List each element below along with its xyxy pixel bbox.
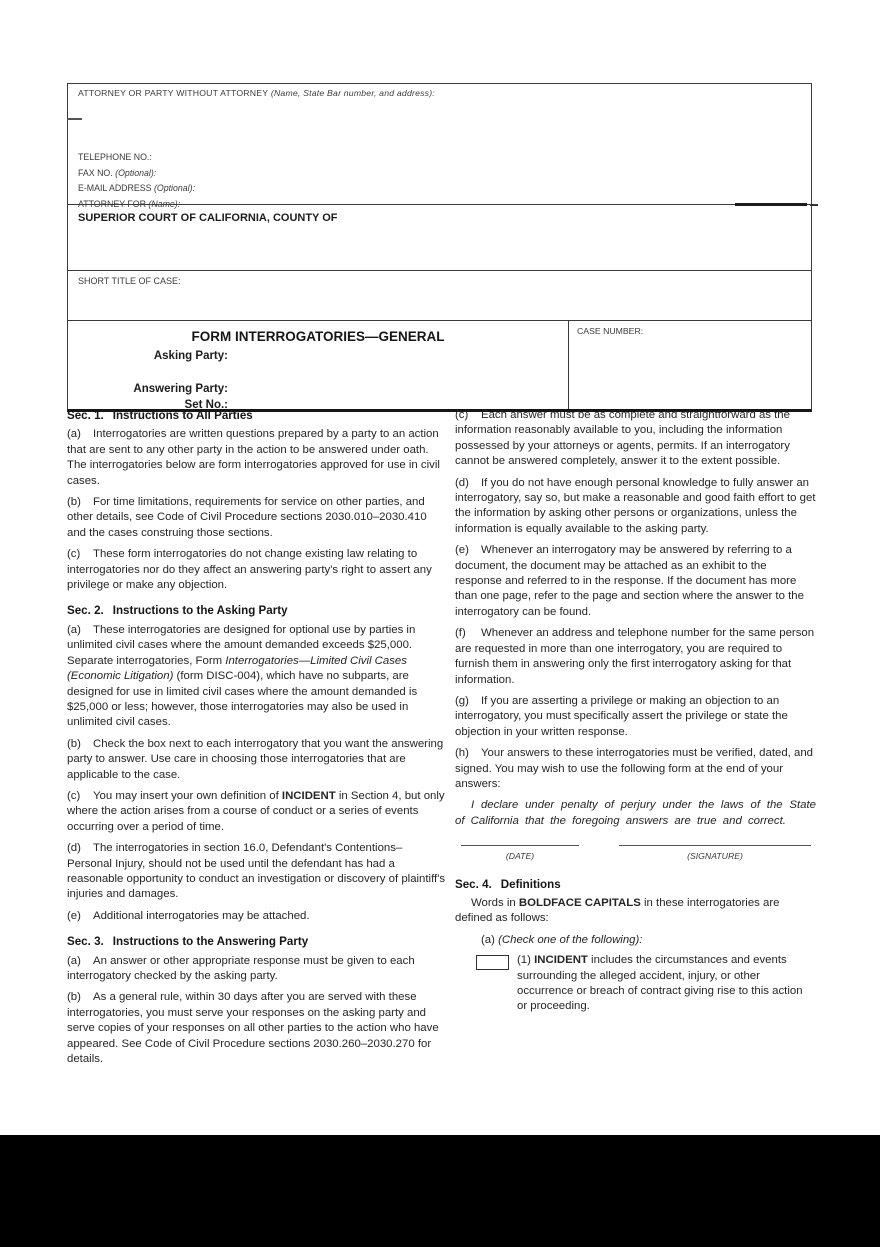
para-label: (a) xyxy=(67,954,81,967)
court-box xyxy=(68,212,811,271)
para-sec3-a xyxy=(67,954,446,985)
date-label: (DATE) xyxy=(505,851,535,862)
para-label: (c) xyxy=(67,789,81,802)
para-label: (c) xyxy=(67,548,81,561)
perjury-declaration: I declare under penalty of perjury under the laws of the State of California that the foregoing answers are true and correct. xyxy=(455,799,816,827)
short-title-input-area[interactable] xyxy=(218,280,798,316)
section-number: Sec. 1. xyxy=(67,409,104,422)
attorney-for-label: ATTORNEY FOR xyxy=(78,198,146,209)
para-sec2-a xyxy=(67,623,446,731)
para-text: If you do not have enough personal knowledge to fully answer an interrogatory, say so, but make a reasonable and good faith effort to get the information by asking other persons or organizations, unless the information is equally available to the asking party. xyxy=(455,476,816,535)
para-text: An answer or other appropriate response must be given to each interrogatory checked by the asking party. xyxy=(67,954,415,982)
check-one-instruction: (Check one of the following): xyxy=(498,933,643,946)
para-text: These form interrogatories do not change existing law relating to interrogatories nor do they affect an answering party's right to assert any privilege or make any objection. xyxy=(67,548,432,592)
para-text: As a general rule, within 30 days after you are served with these interrogatories, you must serve your responses on the asking party and serve copies of your responses on all other parties to the action who have appeared. See Code of Civil Procedure sections 2030.260–2030.270 for details. xyxy=(67,991,439,1066)
court-label: SUPERIOR COURT OF CALIFORNIA, COUNTY OF xyxy=(78,212,338,224)
para-sec2-e xyxy=(67,909,446,924)
email-field xyxy=(78,181,195,197)
fax-field xyxy=(78,166,195,182)
para-label: (a) xyxy=(67,428,81,441)
para-sec1-b xyxy=(67,495,446,541)
section-number: Sec. 4. xyxy=(455,877,492,891)
section-1-heading xyxy=(67,408,446,423)
scan-artifact xyxy=(810,204,818,206)
right-column xyxy=(455,408,816,1015)
para-text-bold: BOLDFACE CAPITALS xyxy=(518,896,641,909)
para-label: (d) xyxy=(455,476,469,489)
attorney-contact-fields xyxy=(78,150,195,212)
attorney-info-input-area[interactable] xyxy=(78,102,798,146)
section-4-heading xyxy=(455,877,816,892)
section-title: Instructions to the Answering Party xyxy=(112,935,309,949)
scan-artifact xyxy=(67,118,82,120)
answering-party-label: Answering Party: xyxy=(133,383,228,395)
para-label: (b) xyxy=(67,991,81,1004)
para-text-bold: INCIDENT xyxy=(281,789,336,802)
section-title: Definitions xyxy=(500,877,561,891)
para-label: (g) xyxy=(455,694,469,707)
para-sec2-b xyxy=(67,737,446,783)
para-label: (c) xyxy=(455,409,469,421)
section-number: Sec. 2. xyxy=(67,604,104,618)
section-title: Instructions to the Asking Party xyxy=(112,604,288,618)
form-caption-block xyxy=(67,83,812,412)
para-label: (h) xyxy=(455,747,469,760)
attorney-box-label xyxy=(78,88,435,98)
email-optional-label: (Optional): xyxy=(151,183,196,194)
item-number: (1) xyxy=(517,954,535,967)
para-text: Additional interrogatories may be attached. xyxy=(93,909,310,922)
para-sec2-c xyxy=(67,789,446,835)
para-label: (a) xyxy=(481,933,499,946)
para-sec3-h xyxy=(455,746,816,792)
case-number-input-area[interactable] xyxy=(577,339,802,399)
left-column xyxy=(67,408,446,1073)
signature-row xyxy=(455,845,816,864)
signature-line[interactable] xyxy=(619,845,811,864)
attorney-for-paren: (Name): xyxy=(145,198,181,209)
para-text: Words in xyxy=(471,896,519,909)
para-text: (form DISC-004), which have no subparts, are designed for use in limited civil cases where the amount demanded is $25,000 or less; however, those interrogatories may also be used in unlimited civil cases. xyxy=(67,670,418,729)
para-sec1-a xyxy=(67,427,446,489)
title-row xyxy=(68,321,811,409)
para-text: in these interrogatories are defined as follows: xyxy=(455,896,780,925)
para-label: (d) xyxy=(67,842,81,855)
para-label: (e) xyxy=(455,544,469,557)
signature-label: (SIGNATURE) xyxy=(687,851,743,862)
para-text: Your answers to these interrogatories must be verified, dated, and signed. You may wish to use the following form at the end of your answers: xyxy=(455,747,813,790)
sec4-a-line xyxy=(481,933,816,948)
incident-definition-text xyxy=(517,953,809,1015)
para-text: For time limitations, requirements for service on other parties, and other details, see Code of Civil Procedure sections 2030.010–2030.410 and the cases construing those sections. xyxy=(67,496,427,539)
set-no-label: Set No.: xyxy=(184,399,228,411)
para-sec3-g xyxy=(455,694,816,740)
para-text: Interrogatories are written questions prepared by a party to an action that are sent to any other party in the action to be answered under oath. The interrogatories below are form interrogatories approved for use in civil cases. xyxy=(67,428,440,487)
section-2-heading xyxy=(67,603,446,618)
para-sec3-e xyxy=(455,543,816,620)
short-title-box xyxy=(68,276,811,321)
para-text: Check the box next to each interrogatory that you want the answering party to answer. Use care in choosing those interrogatories that are applicable to the case. xyxy=(67,737,444,781)
email-label: E-MAIL ADDRESS xyxy=(78,183,152,194)
para-sec3-b xyxy=(67,990,446,1067)
case-number-label: CASE NUMBER: xyxy=(577,326,644,336)
incident-checkbox[interactable] xyxy=(476,955,509,970)
para-label: (e) xyxy=(67,909,81,922)
date-line[interactable] xyxy=(461,845,579,864)
para-label: (a) xyxy=(67,623,81,636)
para-sec3-f xyxy=(455,626,816,688)
para-sec3-d xyxy=(455,476,816,538)
section-title: Instructions to All Parties xyxy=(112,409,253,422)
attorney-label-paren: (Name, State Bar number, and address): xyxy=(268,88,435,98)
para-label: (f) xyxy=(455,627,466,640)
case-number-box xyxy=(568,321,811,409)
para-label: (b) xyxy=(67,737,81,750)
para-text: You may insert your own definition of xyxy=(93,789,282,802)
para-text: If you are asserting a privilege or making an objection to an interrogatory, you must specifically assert the privilege or state the objection in your written response. xyxy=(455,694,788,738)
para-sec3-c xyxy=(455,408,816,470)
para-sec1-c xyxy=(67,547,446,593)
court-county-input-area[interactable] xyxy=(78,238,798,266)
para-text: Whenever an interrogatory may be answered by referring to a document, the document may be attached as an exhibit to the response and referred to in the response. If the document has more than one page, refer to the page and section where the answer to the interrogatory can be found. xyxy=(455,544,804,618)
scan-artifact xyxy=(735,203,807,206)
answering-party-input-area[interactable] xyxy=(238,381,558,397)
para-text-italic: Interrogatories—Limited Civil Cases (Economic Litigation) xyxy=(67,654,407,683)
section-3-heading xyxy=(67,934,446,949)
fax-label: FAX NO. xyxy=(78,167,113,178)
attorney-for-field xyxy=(78,197,195,213)
incident-definition-item xyxy=(455,953,816,1015)
para-label: (b) xyxy=(67,496,81,509)
telephone-field xyxy=(78,150,195,166)
para-text: These interrogatories are designed for optional use by parties in unlimited civil cases where the amount demanded exceeds $25,000. Separate interrogatories, Form xyxy=(67,623,416,667)
para-sec4-intro xyxy=(455,896,816,927)
para-text: Each answer must be as complete and straightforward as the information reasonably available to you, including the information possessed by your attorneys or agents, permits. If an interrogatory cannot be answered completely, answer it to the extent possible. xyxy=(455,409,790,468)
form-title: FORM INTERROGATORIES—GENERAL xyxy=(191,329,445,344)
defined-term: INCIDENT xyxy=(534,954,588,967)
asking-party-input-area[interactable] xyxy=(238,348,558,364)
asking-party-label: Asking Party: xyxy=(153,350,228,362)
para-text: The interrogatories in section 16.0, Defendant's Contentions–Personal Injury, should not be used until the defendant has had a reasonable opportunity to conduct an investigation or discovery of plaintiff's injuries and damages. xyxy=(67,842,446,901)
section-number: Sec. 3. xyxy=(67,935,104,949)
para-text: in Section 4, but only where the action arises from a course of conduct or a series of events occurring over a period of time. xyxy=(67,789,445,833)
scan-black-band xyxy=(0,1135,880,1247)
attorney-label-text: ATTORNEY OR PARTY WITHOUT ATTORNEY xyxy=(78,88,269,98)
telephone-label: TELEPHONE NO.: xyxy=(78,152,152,162)
fax-optional-label: (Optional): xyxy=(112,167,157,178)
definition-body: includes the circumstances and events surrounding the alleged accident, injury, or other occurrence or breach of contract giving rise to this action or proceeding. xyxy=(517,954,803,1013)
form-title-cell xyxy=(68,321,568,409)
para-sec2-d xyxy=(67,841,446,903)
attorney-box xyxy=(68,84,811,209)
para-text: Whenever an address and telephone number for the same person are requested in more than one interrogatory, you are required to furnish them in answering only the first interrogatory asking for that information. xyxy=(455,627,815,686)
short-title-label: SHORT TITLE OF CASE: xyxy=(78,276,181,286)
